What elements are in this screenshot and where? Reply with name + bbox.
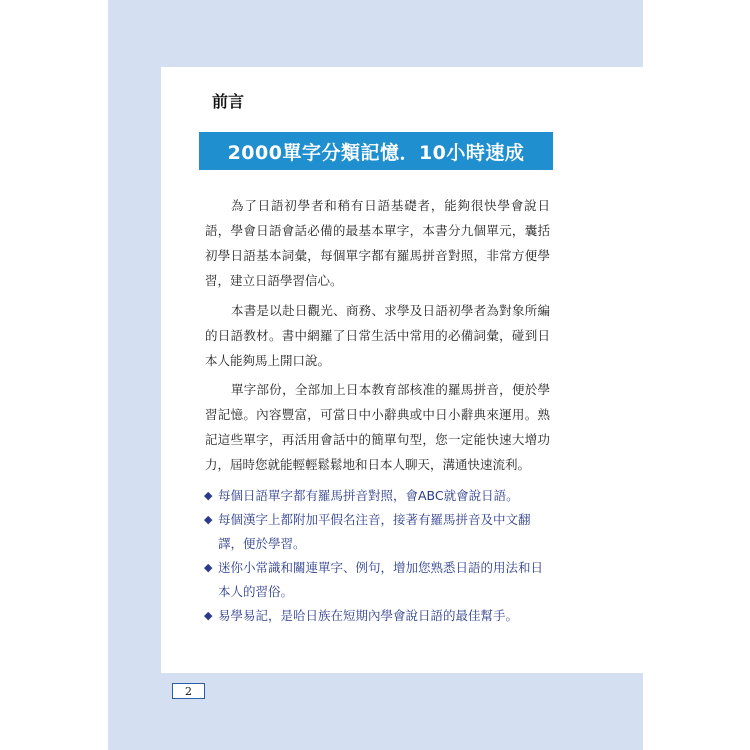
paragraph-2-text: 本書是以赴日觀光、商務、求學及日語初學者為對象所編的日語教材。書中網羅了日常生活中常用的必備詞彙，碰到日本人能夠馬上開口說。 [205,303,550,368]
paragraph-1-text: 為了日語初學者和稍有日語基礎者，能夠很快學會說日語，學會日語會話必備的最基本單字，本書分九個單元，囊括初學日語基本詞彙，每個單字都有羅馬拼音對照，非常方便學習，建立日語學習信心。 [205,198,550,288]
list-item [204,484,554,508]
paragraph-1 [205,193,550,293]
title-banner [199,132,553,170]
diamond-bullet-icon: ◆ [204,561,213,574]
diamond-bullet-icon: ◆ [204,513,213,526]
title-banner-text: 2000單字分類記憶．10小時速成 [227,141,525,164]
paragraph-3-text: 單字部份，全部加上日本教育部核准的羅馬拼音，便於學習記憶。內容豐富，可當日中小辭典或中日小辭典來運用。熟記這些單字，再活用會話中的簡單句型，您一定能快速大增功力，屆時您就能輕輕鬆鬆地和日本人聊天，溝通快速流利。 [205,382,550,472]
list-item-text: 迷你小常識和關連單字、例句，增加您熟悉日語的用法和日本人的習俗。 [218,560,544,599]
page-number [172,683,205,699]
list-item-text: 每個漢字上都附加平假名注音，接著有羅馬拼音及中文翻譯，便於學習。 [218,512,531,551]
list-item-text: 每個日語單字都有羅馬拼音對照，會ABC就會說日語。 [218,488,519,503]
paragraph-3 [205,377,550,477]
paragraph-2 [205,298,550,373]
page-number-text: 2 [185,684,192,698]
list-item [204,508,554,556]
diamond-bullet-icon: ◆ [204,489,213,502]
list-item [204,604,554,628]
list-item [204,556,554,604]
list-item-text: 易學易記，是哈日族在短期內學會說日語的最佳幫手。 [218,608,519,623]
diamond-bullet-icon: ◆ [204,609,213,622]
page-title: 前言 [212,92,245,111]
feature-list [204,484,554,628]
